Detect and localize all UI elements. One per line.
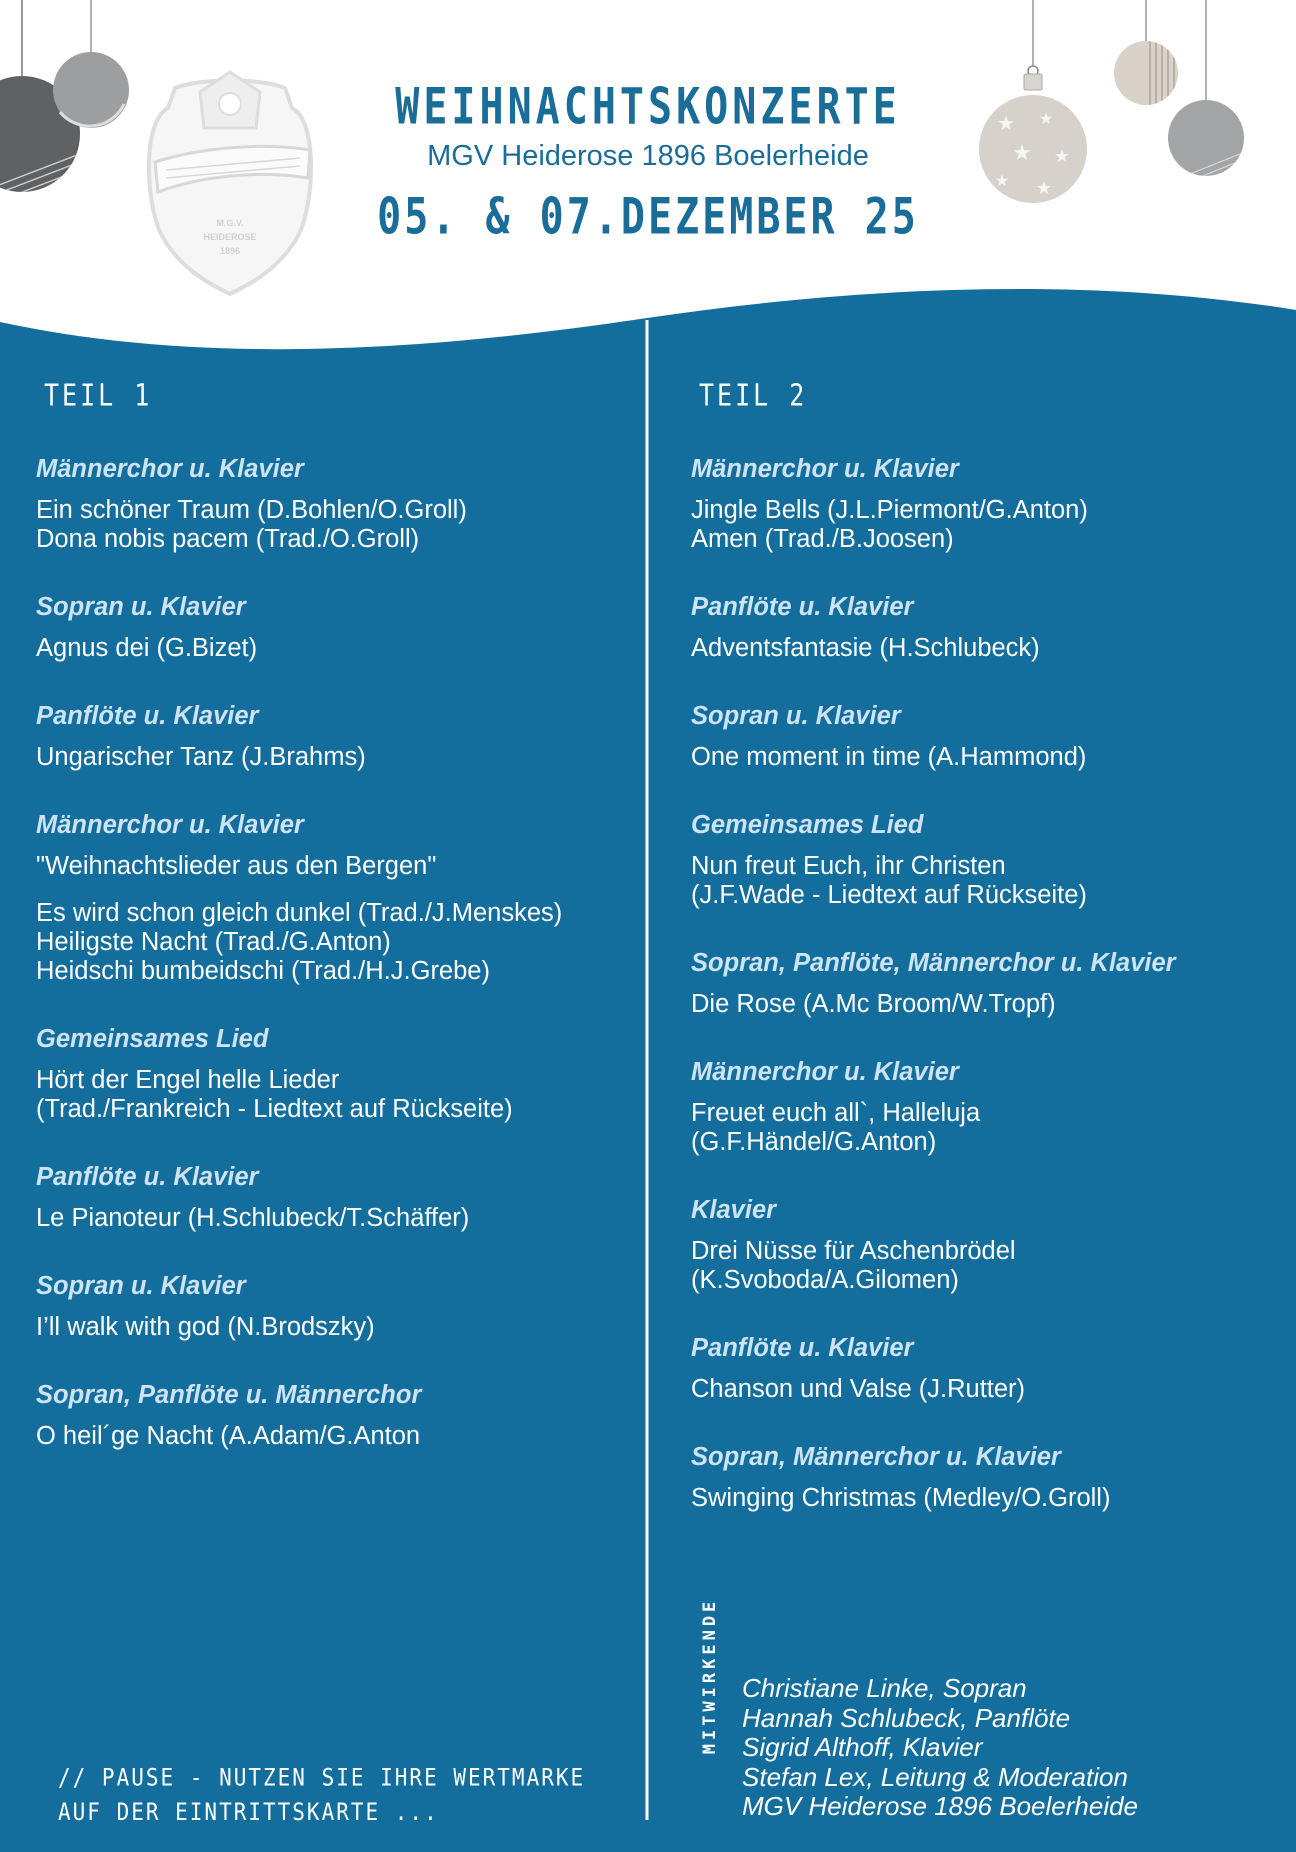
song-list <box>36 1313 636 1342</box>
program-item <box>691 1195 1281 1295</box>
svg-text:★: ★ <box>1035 178 1053 199</box>
song-title: Agnus dei (G.Bizet) <box>36 634 258 662</box>
song-list <box>691 634 1281 663</box>
song-list <box>691 1237 1281 1295</box>
ensemble-label: Panflöte u. Klavier <box>691 1334 914 1362</box>
ensemble-label: Sopran u. Klavier <box>36 593 246 621</box>
song-list <box>36 1066 636 1124</box>
song-title: Heidschi bumbeidschi (Trad./H.J.Grebe) <box>36 957 490 985</box>
ensemble-label: Sopran, Männerchor u. Klavier <box>691 1443 1061 1471</box>
song-group <box>691 1484 1281 1513</box>
svg-text:★: ★ <box>1038 109 1054 128</box>
song-group <box>36 899 636 986</box>
song-group <box>691 496 1281 554</box>
song-title: Le Pianoteur (H.Schlubeck/T.Schäffer) <box>36 1204 470 1232</box>
program-header <box>300 78 996 246</box>
song-group <box>691 1099 1281 1157</box>
svg-text:★: ★ <box>1012 141 1032 166</box>
program-item <box>36 1380 636 1451</box>
ensemble-label: Sopran u. Klavier <box>691 702 901 730</box>
program-item <box>691 1057 1281 1157</box>
ensemble-label: Panflöte u. Klavier <box>36 702 259 730</box>
song-group <box>691 852 1281 910</box>
ensemble-label: Männerchor u. Klavier <box>36 455 304 483</box>
song-group <box>691 1237 1281 1295</box>
ensemble-label: Klavier <box>691 1196 777 1224</box>
song-group <box>36 1422 636 1451</box>
song-list <box>691 1484 1281 1513</box>
song-title: (K.Svoboda/A.Gilomen) <box>691 1266 959 1294</box>
light-gray-bauble-icon <box>53 0 129 128</box>
svg-text:M.G.V.: M.G.V. <box>216 218 244 228</box>
club-crest-logo <box>149 72 311 294</box>
song-list <box>691 1375 1281 1404</box>
song-group <box>36 743 636 772</box>
program-item <box>691 592 1281 663</box>
song-title: O heil´ge Nacht (A.Adam/G.Anton <box>36 1422 421 1450</box>
svg-text:★: ★ <box>1053 146 1071 167</box>
song-title: Freuet euch all`, Halleluja <box>691 1099 981 1127</box>
program-item <box>36 701 636 772</box>
part-1-column <box>36 378 636 1489</box>
song-group <box>36 634 636 663</box>
ensemble-label: Sopran, Panflöte, Männerchor u. Klavier <box>691 949 1176 977</box>
performers-list <box>742 1674 1138 1822</box>
performer-entry: Hannah Schlubeck, Panflöte <box>742 1702 1071 1733</box>
ensemble-label: Panflöte u. Klavier <box>36 1163 259 1191</box>
performer-entry: Sigrid Althoff, Klavier <box>742 1732 983 1762</box>
intermission-note <box>58 1760 585 1829</box>
song-title: Chanson und Valse (J.Rutter) <box>691 1375 1026 1403</box>
song-list <box>36 852 636 986</box>
song-list <box>36 743 636 772</box>
ensemble-label: Sopran, Panflöte u. Männerchor <box>36 1381 422 1409</box>
song-group <box>36 496 636 554</box>
song-title: Dona nobis pacem (Trad./O.Groll) <box>36 525 420 553</box>
song-title: "Weihnachtslieder aus den Bergen" <box>36 852 437 880</box>
performer-entry: MGV Heiderose 1896 Boelerheide <box>742 1791 1139 1821</box>
ensemble-label: Männerchor u. Klavier <box>691 455 959 483</box>
song-list <box>36 1422 636 1451</box>
program-item <box>36 810 636 986</box>
program-item <box>36 1024 636 1124</box>
song-title: (G.F.Händel/G.Anton) <box>691 1128 937 1156</box>
song-title: One moment in time (A.Hammond) <box>691 743 1087 771</box>
svg-text:★: ★ <box>994 171 1010 190</box>
program-item <box>691 810 1281 910</box>
program-item <box>691 701 1281 772</box>
part-heading: TEIL 2 <box>699 378 808 413</box>
ensemble-label: Sopran u. Klavier <box>36 1272 246 1300</box>
performers-label: MITWIRKENDE <box>700 1597 720 1755</box>
program-item <box>691 1442 1281 1513</box>
song-title: Drei Nüsse für Aschenbrödel <box>691 1237 1016 1265</box>
song-title: Adventsfantasie (H.Schlubeck) <box>691 634 1040 662</box>
song-title: Swinging Christmas (Medley/O.Groll) <box>691 1484 1111 1512</box>
song-title: (Trad./Frankreich - Liedtext auf Rückseite) <box>36 1095 513 1123</box>
svg-text:★: ★ <box>997 111 1015 135</box>
song-group <box>36 852 636 881</box>
song-title: Es wird schon gleich dunkel (Trad./J.Menskes) <box>36 899 563 927</box>
song-group <box>36 1204 636 1233</box>
program-item <box>36 1271 636 1342</box>
intermission-line: AUF DER EINTRITTSKARTE ... <box>58 1797 439 1826</box>
song-list <box>691 1099 1281 1157</box>
ensemble-label: Gemeinsames Lied <box>36 1025 269 1053</box>
svg-text:HEIDEROSE: HEIDEROSE <box>203 232 257 242</box>
gray-bauble-icon <box>1168 0 1250 203</box>
ensemble-label: Gemeinsames Lied <box>691 811 924 839</box>
intermission-line: // PAUSE - NUTZEN SIE IHRE WERTMARKE <box>58 1763 586 1792</box>
concert-title: WEIHNACHTSKONZERTE <box>395 78 901 136</box>
song-title: Hört der Engel helle Lieder <box>36 1066 340 1094</box>
song-title: (J.F.Wade - Liedtext auf Rückseite) <box>691 881 1087 909</box>
song-group <box>36 1066 636 1124</box>
performer-entry: Christiane Linke, Sopran <box>742 1673 1027 1703</box>
program-item <box>36 454 636 554</box>
program-item <box>691 454 1281 554</box>
club-name: MGV Heiderose 1896 Boelerheide <box>427 140 869 172</box>
song-title: Heiligste Nacht (Trad./G.Anton) <box>36 928 391 956</box>
performer-entry: Stefan Lex, Leitung & Moderation <box>742 1761 1128 1792</box>
song-list <box>36 634 636 663</box>
song-list <box>691 496 1281 554</box>
song-group <box>691 1375 1281 1404</box>
song-list <box>36 496 636 554</box>
ensemble-label: Panflöte u. Klavier <box>691 593 914 621</box>
program-item <box>691 1333 1281 1404</box>
program-item <box>36 592 636 663</box>
song-title: Ein schöner Traum (D.Bohlen/O.Groll) <box>36 496 467 524</box>
song-list <box>691 743 1281 772</box>
song-title: Jingle Bells (J.L.Piermont/G.Anton) <box>691 496 1088 524</box>
song-title: Die Rose (A.Mc Broom/W.Tropf) <box>691 990 1056 1018</box>
song-title: Amen (Trad./B.Joosen) <box>691 525 954 553</box>
beige-bauble-icon <box>1114 0 1178 110</box>
concert-dates: 05. & 07.DEZEMBER 25 <box>377 188 919 246</box>
song-group <box>691 634 1281 663</box>
song-group <box>691 743 1281 772</box>
program-item <box>36 1162 636 1233</box>
part-2-column <box>691 378 1281 1551</box>
song-group <box>691 990 1281 1019</box>
song-list <box>36 1204 636 1233</box>
song-list <box>691 990 1281 1019</box>
program-item <box>691 948 1281 1019</box>
song-list <box>691 852 1281 910</box>
song-title: I’ll walk with god (N.Brodszky) <box>36 1313 375 1341</box>
ensemble-label: Männerchor u. Klavier <box>691 1058 959 1086</box>
part-heading: TEIL 1 <box>44 378 153 413</box>
song-group <box>36 1313 636 1342</box>
ensemble-label: Männerchor u. Klavier <box>36 811 304 839</box>
song-title: Ungarischer Tanz (J.Brahms) <box>36 743 366 771</box>
svg-text:1896: 1896 <box>219 246 241 256</box>
song-title: Nun freut Euch, ihr Christen <box>691 852 1006 880</box>
